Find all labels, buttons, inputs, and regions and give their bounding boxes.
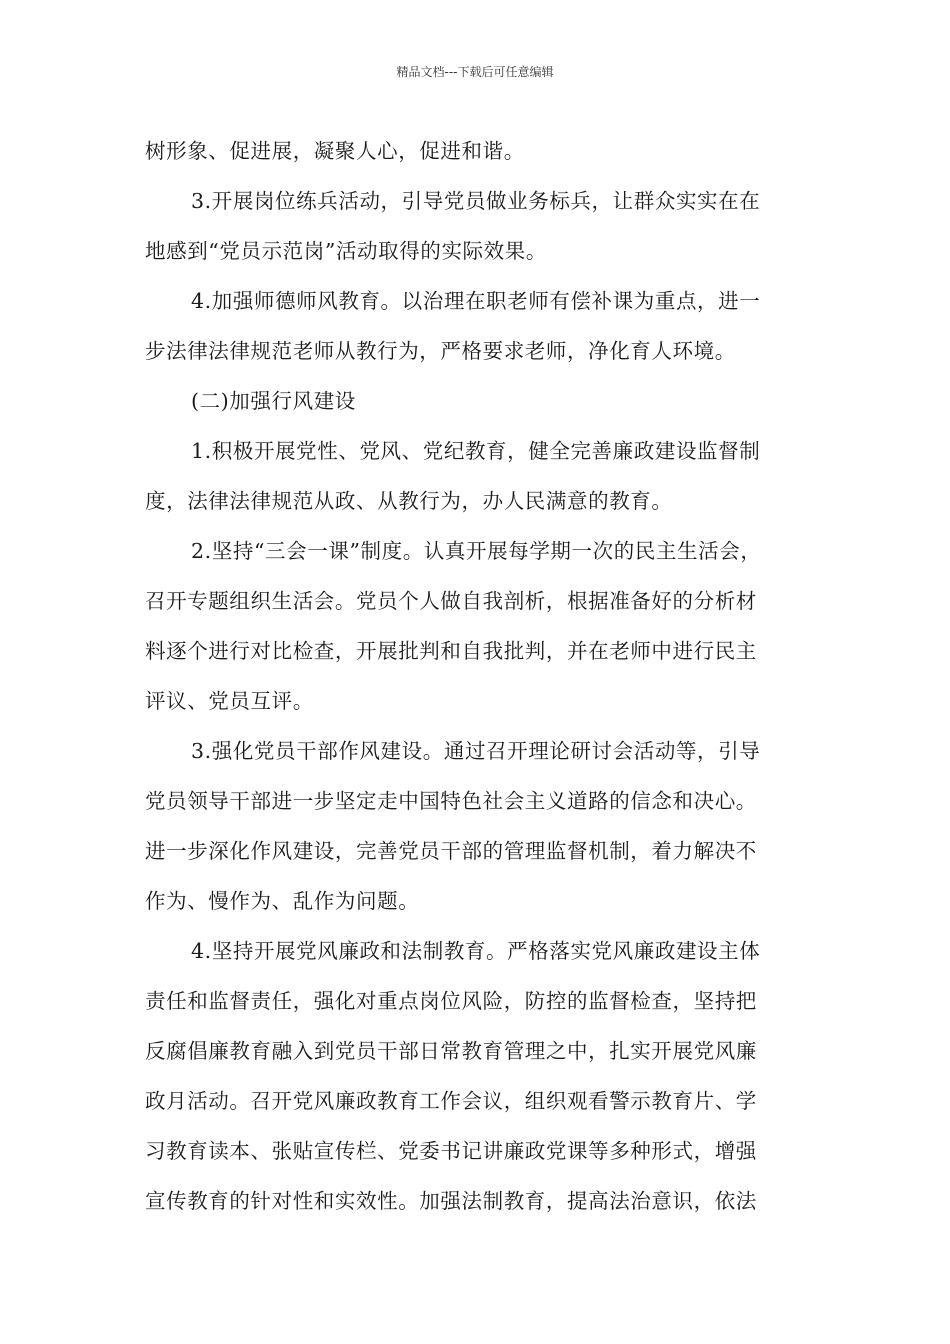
text-line: 评议、党员互评。 <box>145 689 314 713</box>
text-line: 3.开展岗位练兵活动，引导党员做业务标兵，让群众实实在在 <box>191 189 761 213</box>
text-line: 1.积极开展党性、党风、党纪教育，健全完善廉政建设监督制 <box>191 439 761 463</box>
text-line: 4.加强师德师风教育。以治理在职老师有偿补课为重点，进一 <box>191 289 761 313</box>
text-line: 责任和监督责任，强化对重点岗位风险，防控的监督检查，坚持把 <box>145 989 757 1013</box>
text-line: 召开专题组织生活会。党员个人做自我剖析，根据准备好的分析材 <box>145 589 757 613</box>
section-heading: (二)加强行风建设 <box>191 389 356 413</box>
page-header: 精品文档---下载后可任意编辑 <box>396 65 554 79</box>
text-line: 作为、慢作为、乱作为问题。 <box>145 889 420 913</box>
text-line: 度，法律法律规范从政、从教行为，办人民满意的教育。 <box>145 489 673 513</box>
text-line: 4.坚持开展党风廉政和法制教育。严格落实党风廉政建设主体 <box>191 939 761 963</box>
text-line: 党员领导干部进一步坚定走中国特色社会主义道路的信念和决心。 <box>145 789 757 813</box>
text-line: 料逐个进行对比检查，开展批判和自我批判，并在老师中进行民主 <box>145 639 757 663</box>
text-line: 地感到“党员示范岗”活动取得的实际效果。 <box>145 239 547 263</box>
text-line: 习教育读本、张贴宣传栏、党委书记讲廉政党课等多种形式，增强 <box>145 1139 757 1163</box>
text-line: 3.强化党员干部作风建设。通过召开理论研讨会活动等，引导 <box>191 739 761 763</box>
text-line: 进一步深化作风建设，完善党员干部的管理监督机制，着力解决不 <box>145 839 757 863</box>
text-line: 反腐倡廉教育融入到党员干部日常教育管理之中，扎实开展党风廉 <box>145 1039 757 1063</box>
document-body <box>145 126 810 1226</box>
text-line: 2.坚持“三会一课”制度。认真开展每学期一次的民主生活会， <box>191 539 762 563</box>
text-line: 宣传教育的针对性和实效性。加强法制教育，提高法治意识，依法 <box>145 1189 757 1213</box>
text-line: 政月活动。召开党风廉政教育工作会议，组织观看警示教育片、学 <box>145 1089 757 1113</box>
text-line: 步法律法律规范老师从教行为，严格要求老师，净化育人环境。 <box>145 339 736 363</box>
text-line: 树形象、促进展，凝聚人心，促进和谐。 <box>145 139 525 163</box>
